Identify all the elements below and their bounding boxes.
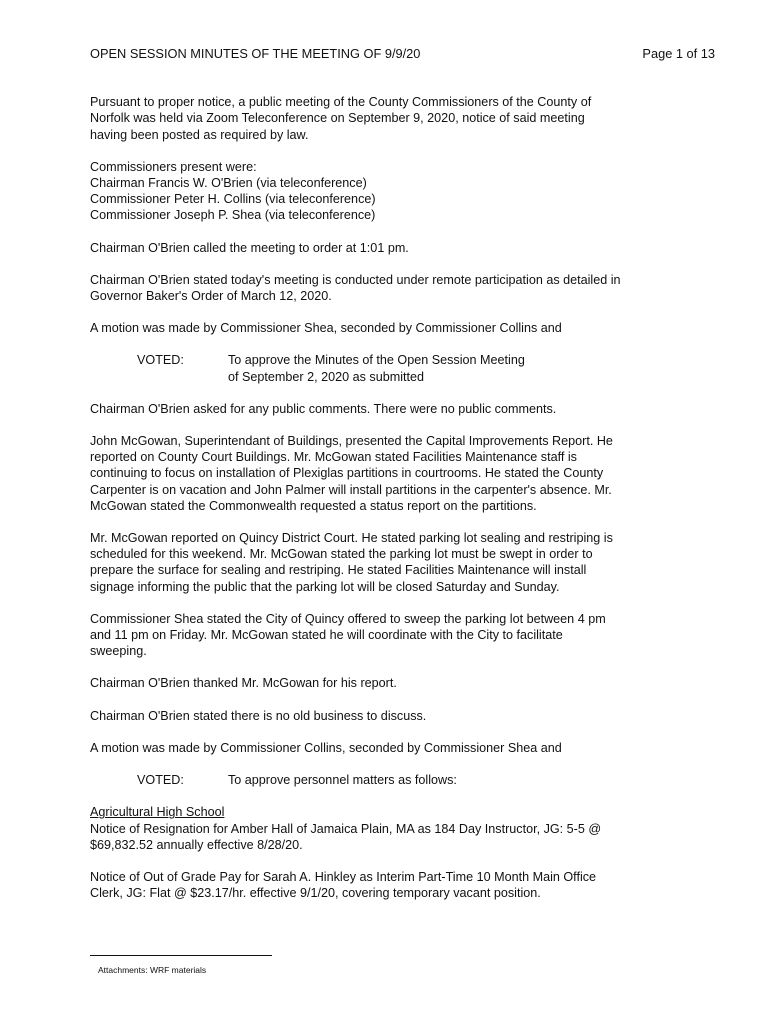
capital-report-paragraph (90, 433, 715, 514)
text-line: having been posted as required by law. (90, 127, 309, 142)
text-line: Governor Baker's Order of March 12, 2020. (90, 289, 332, 304)
vote-label: VOTED: (137, 773, 184, 788)
out-of-grade-paragraph (90, 869, 715, 901)
text-line: Chairman O'Brien thanked Mr. McGowan for his report. (90, 676, 397, 691)
vote-block (90, 352, 715, 384)
text-line: sweeping. (90, 644, 147, 659)
page-number: Page 1 of 13 (642, 46, 715, 61)
text-line: signage informing the public that the parking lot will be closed Saturday and Sunday. (90, 579, 560, 594)
text-line: Carpenter is on vacation and John Palmer will install partitions in the carpenter's absence. Mr. (90, 482, 612, 497)
public-comments-paragraph (90, 401, 715, 417)
sweeping-paragraph (90, 611, 715, 660)
agricultural-section (90, 804, 715, 853)
text-line: of September 2, 2020 as submitted (228, 369, 425, 384)
quincy-court-paragraph (90, 530, 715, 595)
text-line: and 11 pm on Friday. Mr. McGowan stated he will coordinate with the City to facilitate (90, 628, 563, 643)
vote-block (90, 772, 715, 788)
text-line: $69,832.52 annually effective 8/28/20. (90, 837, 303, 852)
call-to-order-paragraph (90, 240, 715, 256)
text-line: Clerk, JG: Flat @ $23.17/hr. effective 9/1/20, covering temporary vacant position. (90, 886, 541, 901)
text-line: Chairman Francis W. O'Brien (via teleconference) (90, 176, 367, 191)
intro-paragraph (90, 94, 715, 143)
text-line: Commissioner Joseph P. Shea (via teleconference) (90, 208, 376, 223)
text-line: scheduled for this weekend. Mr. McGowan stated the parking lot must be swept in order to (90, 547, 593, 562)
thanks-paragraph (90, 675, 715, 691)
text-line: John McGowan, Superintendant of Buildings, presented the Capital Improvements Report. He (90, 434, 613, 449)
section-title: Agricultural High School (90, 805, 225, 820)
motion-paragraph (90, 320, 715, 336)
footnote: Attachments: WRF materials (98, 965, 207, 975)
text-line: reported on County Court Buildings. Mr. McGowan stated Facilities Maintenance staff is (90, 450, 577, 465)
footnote-divider (90, 955, 272, 956)
text-line: Chairman O'Brien called the meeting to order at 1:01 pm. (90, 240, 409, 255)
text-line: Norfolk was held via Zoom Teleconference on September 9, 2020, notice of said meeting (90, 111, 585, 126)
text-line: Chairman O'Brien stated there is no old business to discuss. (90, 708, 427, 723)
text-line: Commissioners present were: (90, 159, 257, 174)
old-business-paragraph (90, 708, 715, 724)
text-line: Mr. McGowan reported on Quincy District Court. He stated parking lot sealing and restriping is (90, 531, 613, 546)
text-line: Notice of Out of Grade Pay for Sarah A. Hinkley as Interim Part-Time 10 Month Main Office (90, 869, 597, 884)
text-line: continuing to focus on installation of Plexiglas partitions in courtrooms. He stated the County (90, 466, 604, 481)
page-header (90, 46, 715, 62)
attendance-paragraph (90, 159, 715, 224)
motion-paragraph (90, 740, 715, 756)
text-line: A motion was made by Commissioner Shea, seconded by Commissioner Collins and (90, 321, 562, 336)
text-line: prepare the surface for sealing and restriping. He stated Facilities Maintenance will install (90, 563, 587, 578)
text-line: Commissioner Shea stated the City of Quincy offered to sweep the parking lot between 4 pm (90, 611, 606, 626)
document-title: OPEN SESSION MINUTES OF THE MEETING OF 9/9/20 (90, 46, 421, 61)
vote-text: To approve personnel matters as follows: (228, 773, 457, 788)
vote-text (228, 352, 715, 384)
text-line: Chairman O'Brien asked for any public comments. There were no public comments. (90, 401, 557, 416)
vote-label: VOTED: (137, 353, 184, 368)
text-line: McGowan stated the Commonwealth requested a status report on the partitions. (90, 498, 537, 513)
text-line: To approve the Minutes of the Open Session Meeting (228, 353, 525, 368)
text-line: Pursuant to proper notice, a public meeting of the County Commissioners of the County of (90, 95, 592, 110)
text-line: Chairman O'Brien stated today's meeting is conducted under remote participation as detailed in (90, 272, 621, 287)
text-line: Notice of Resignation for Amber Hall of Jamaica Plain, MA as 184 Day Instructor, JG: 5-5 @ (90, 821, 602, 836)
remote-participation-paragraph (90, 272, 715, 304)
text-line: A motion was made by Commissioner Collins, seconded by Commissioner Shea and (90, 740, 562, 755)
text-line: Commissioner Peter H. Collins (via teleconference) (90, 192, 376, 207)
document-page (90, 46, 715, 917)
